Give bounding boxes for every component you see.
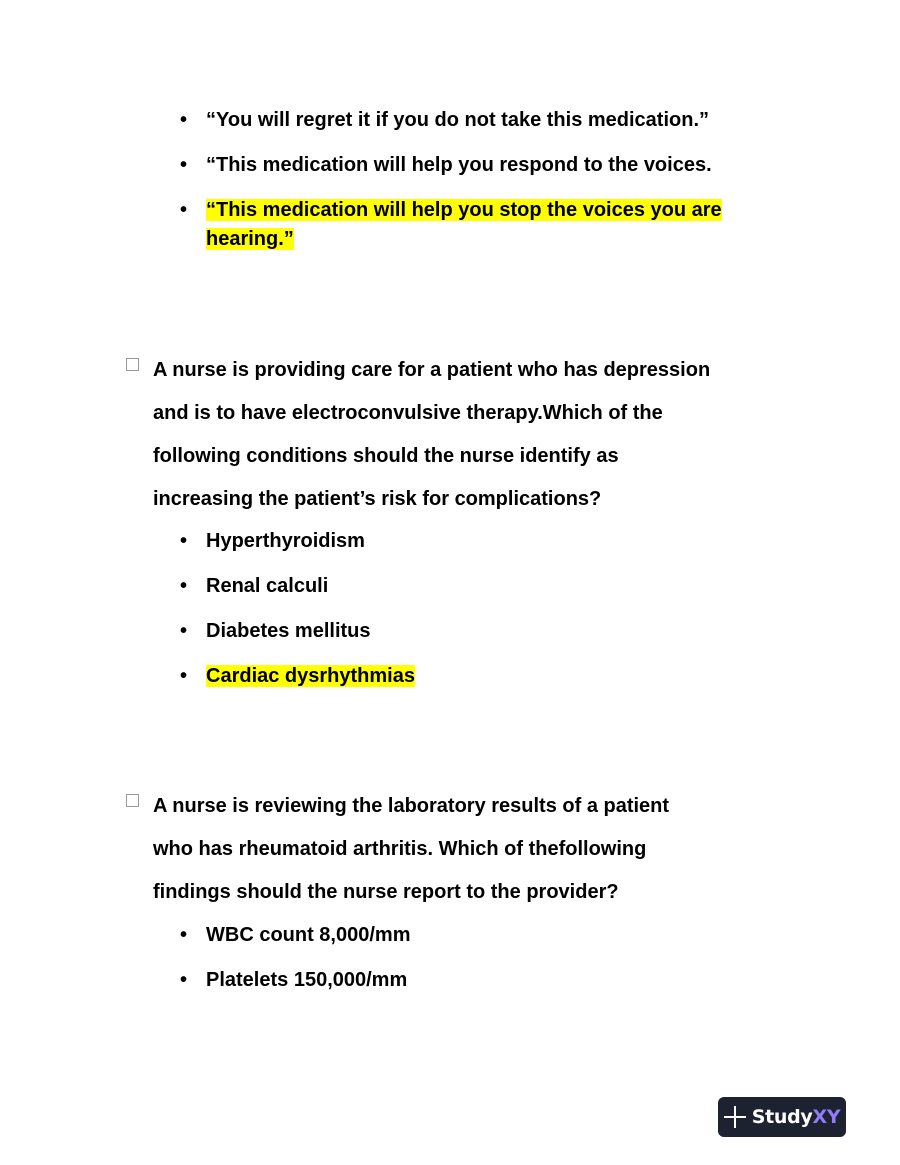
question-text xyxy=(153,349,733,521)
answer-option xyxy=(180,106,722,135)
bullet-icon: • xyxy=(180,665,188,687)
answer-option xyxy=(180,921,410,950)
question-checkbox-icon xyxy=(126,358,139,371)
answer-option xyxy=(180,572,415,601)
bullet-icon: • xyxy=(180,154,188,176)
answer-option-correct xyxy=(180,662,415,691)
question-line: following conditions should the nurse identify as xyxy=(153,445,619,467)
bullet-icon: • xyxy=(180,620,188,642)
logo-text-main: Study xyxy=(751,1106,813,1128)
option-text: WBC count 8,000/mm xyxy=(206,924,411,946)
option-text: “This medication will help you respond to the voices. xyxy=(206,154,712,176)
logo-text-accent: XY xyxy=(812,1106,841,1128)
question-line: findings should the nurse report to the provider? xyxy=(153,881,619,903)
bullet-icon: • xyxy=(180,199,188,221)
studyxy-logo[interactable] xyxy=(718,1097,846,1137)
answer-options-q2 xyxy=(180,527,415,691)
answer-option-correct xyxy=(180,196,722,254)
question-block xyxy=(126,785,746,914)
question-line: A nurse is reviewing the laboratory results of a patient xyxy=(153,795,670,817)
highlighted-option-text: Cardiac dysrhythmias xyxy=(206,665,415,687)
answer-option xyxy=(180,966,410,995)
option-text: “You will regret it if you do not take this medication.” xyxy=(206,109,710,131)
option-text: Diabetes mellitus xyxy=(206,620,371,642)
highlighted-option-text: “This medication will help you stop the voices you are xyxy=(206,199,722,221)
answer-option xyxy=(180,617,415,646)
plus-icon xyxy=(724,1106,746,1128)
bullet-icon: • xyxy=(180,969,188,991)
question-block xyxy=(126,349,746,521)
answer-options-q1 xyxy=(180,106,722,254)
bullet-icon: • xyxy=(180,109,188,131)
logo-text xyxy=(752,1106,841,1128)
highlighted-option-text-cont: hearing.” xyxy=(206,228,294,250)
answer-options-q3 xyxy=(180,921,410,995)
question-line: who has rheumatoid arthritis. Which of thefollowing xyxy=(153,838,647,860)
question-line: and is to have electroconvulsive therapy.Which of the xyxy=(153,402,663,424)
answer-option xyxy=(180,527,415,556)
bullet-icon: • xyxy=(180,924,188,946)
bullet-icon: • xyxy=(180,530,188,552)
question-line: A nurse is providing care for a patient who has depression xyxy=(153,359,711,381)
question-checkbox-icon xyxy=(126,794,139,807)
answer-option xyxy=(180,151,722,180)
question-line: increasing the patient’s risk for complications? xyxy=(153,488,602,510)
question-text xyxy=(153,785,733,914)
bullet-icon: • xyxy=(180,575,188,597)
option-text: Renal calculi xyxy=(206,575,329,597)
option-text: Hyperthyroidism xyxy=(206,530,365,552)
option-text: Platelets 150,000/mm xyxy=(206,969,408,991)
